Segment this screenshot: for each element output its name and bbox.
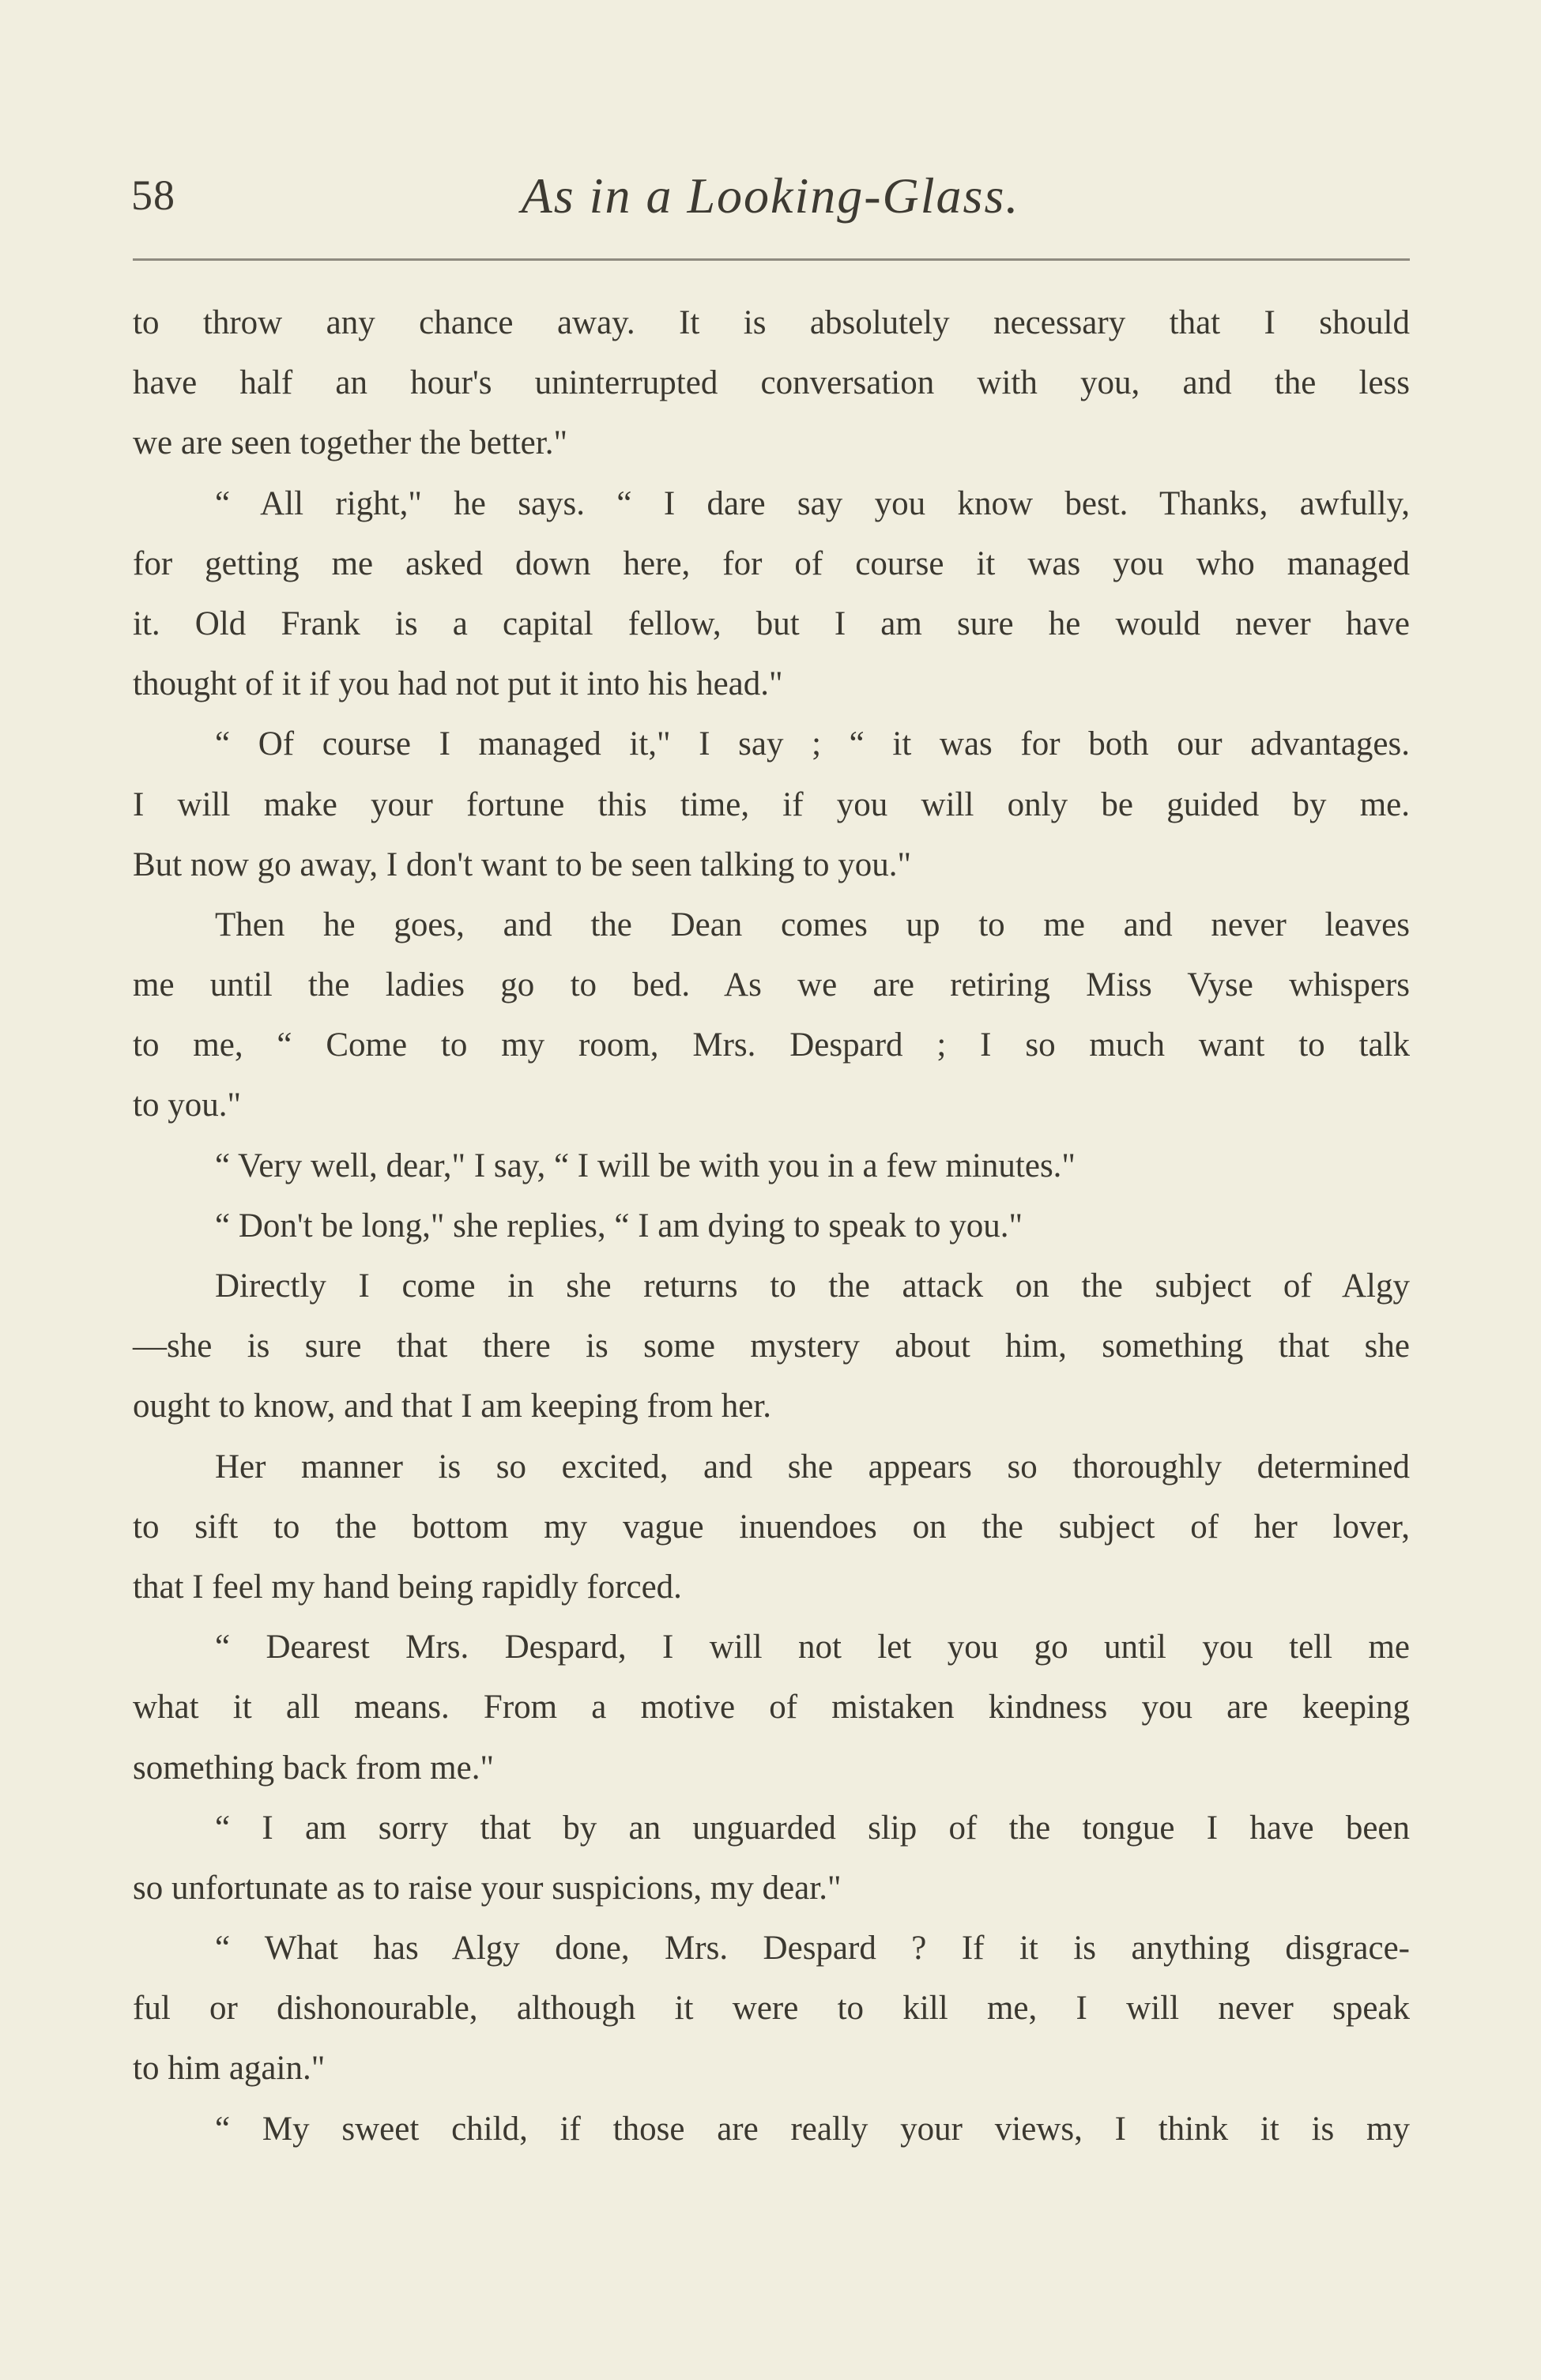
text-line: to me, “ Come to my room, Mrs. Despard ; I so much want to talk xyxy=(133,1026,1410,1064)
text-line: I will make your fortune this time, if you will only be guided by me. xyxy=(133,785,1410,823)
text-line: so unfortunate as to raise your suspicions, my dear." xyxy=(133,1869,842,1907)
page-header xyxy=(0,0,1541,269)
text-line: “ All right," he says. “ I dare say you know best. Thanks, awfully, xyxy=(215,484,1410,522)
text-line: But now go away, I don't want to be seen talking to you." xyxy=(133,845,912,883)
text-line: to him again." xyxy=(133,2050,326,2088)
text-line: —she is sure that there is some mystery about him, something that she xyxy=(133,1327,1410,1365)
text-line: Her manner is so excited, and she appears so thoroughly determined xyxy=(215,1448,1410,1486)
text-line: to sift to the bottom my vague inuendoes on the subject of her lover, xyxy=(133,1508,1410,1546)
text-line: “ My sweet child, if those are really your views, I think it is my xyxy=(215,2110,1410,2148)
text-line: we are seen together the better." xyxy=(133,424,568,462)
text-line: it. Old Frank is a capital fellow, but I am sure he would never have xyxy=(133,604,1410,642)
text-line: “ Of course I managed it," I say ; “ it was for both our advantages. xyxy=(215,725,1410,763)
text-line: “ Don't be long," she replies, “ I am dying to speak to you." xyxy=(215,1207,1023,1245)
text-line: me until the ladies go to bed. As we are retiring Miss Vyse whispers xyxy=(133,966,1410,1004)
header-rule xyxy=(133,258,1410,261)
text-line: ful or dishonourable, although it were to kill me, I will never speak xyxy=(133,1990,1410,2028)
text-line: to throw any chance away. It is absolutely necessary that I should xyxy=(133,304,1410,341)
text-line: Directly I come in she returns to the attack on the subject of Algy xyxy=(215,1267,1410,1305)
running-title: As in a Looking-Glass. xyxy=(521,168,1020,224)
text-line: something back from me." xyxy=(133,1749,495,1787)
page-number: 58 xyxy=(131,171,175,219)
text-line: to you." xyxy=(133,1086,241,1124)
text-line: have half an hour's uninterrupted conversation with you, and the less xyxy=(133,364,1410,402)
text-line: for getting me asked down here, for of course it was you who managed xyxy=(133,544,1410,582)
text-line: “ Dearest Mrs. Despard, I will not let you go until you tell me xyxy=(215,1629,1410,1666)
text-line: thought of it if you had not put it into his head." xyxy=(133,665,783,703)
text-line: ought to know, and that I am keeping from her. xyxy=(133,1388,772,1425)
text-line: “ What has Algy done, Mrs. Despard ? If it is anything disgrace- xyxy=(215,1930,1410,1968)
text-line: “ Very well, dear," I say, “ I will be with you in a few minutes." xyxy=(215,1147,1076,1184)
text-line: that I feel my hand being rapidly forced. xyxy=(133,1568,682,1606)
text-line: “ I am sorry that by an unguarded slip of the tongue I have been xyxy=(215,1809,1410,1847)
text-line: Then he goes, and the Dean comes up to me and never leaves xyxy=(215,906,1410,943)
text-line: what it all means. From a motive of mistaken kindness you are keeping xyxy=(133,1689,1410,1727)
body-text xyxy=(133,293,1410,2160)
